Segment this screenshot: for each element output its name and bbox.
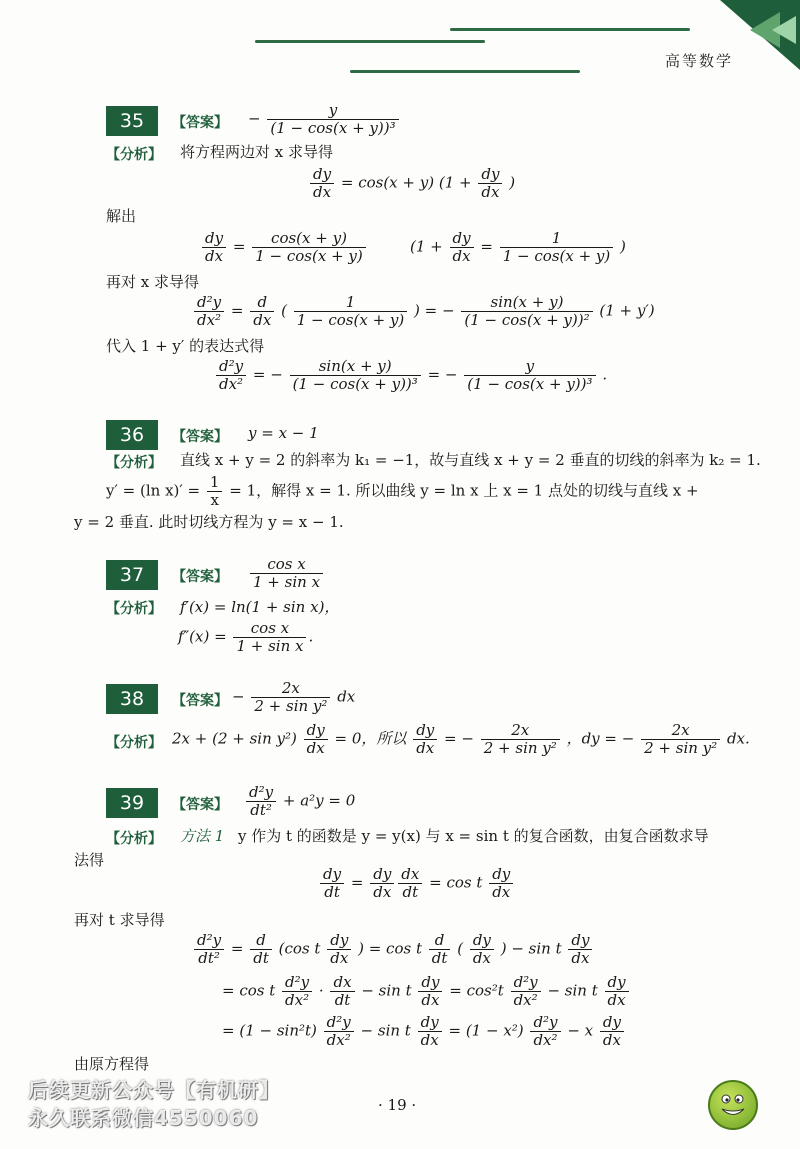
- problem-37-line-2: f″(x) = $\frac{\text{cos x}}{\text{1 + sin x}}$ .: [178, 619, 314, 655]
- problem-39-line-2: 法得: [74, 851, 105, 869]
- watermark-line-2: 永久联系微信4550060: [28, 1106, 259, 1130]
- problem-36-line-1: 直线 x + y = 2 的斜率为 k₁ = −1，故与直线 x + y = 2 垂直的切线的斜率为 k₂ = 1.: [180, 451, 761, 469]
- problem-39-answer: $\frac{\text{d²y}}{\text{dt²}}$ + a²y = 0: [244, 784, 355, 819]
- problem-39-line-4: 由原方程得: [74, 1055, 150, 1073]
- problem-35-eq-4: $\frac{\text{d²y}}{\text{dx²}}$ = − $\frac{\sin(x + y)}{\text{(1 − cos(x + y))³}}$ = − $\frac{y}{\text{(1 − cos(x + y))³}}$ .: [214, 358, 607, 393]
- problem-36-answer-tag: 【答案】: [172, 429, 228, 445]
- problem-38-analysis-tag: 【分析】: [106, 735, 162, 751]
- problem-37-number: 37: [106, 560, 158, 590]
- problem-39-method-label: 方法 1: [180, 827, 225, 845]
- problem-37-answer-tag: 【答案】: [172, 569, 228, 585]
- problem-37-answer: $\frac{\text{cos x}}{\text{1 + sin x}}$: [248, 556, 325, 591]
- problem-38-line-1: 2x + (2 + sin y²) $\frac{dy}{dx}$ = 0，所以 $\frac{dy}{dx}$ = − $\frac{2x}{\text{2 + sin y²}}$ ，dy = − $\frac{2x}{\text{2 + sin y²}}$ dx.: [172, 721, 750, 757]
- watermark-line-1: 后续更新公众号【有机研】: [28, 1078, 280, 1102]
- problem-37-line-1: f′(x) = ln(1 + sin x)，: [180, 598, 340, 616]
- problem-39-eq-3: = cos t $\frac{\text{d²y}}{\text{dx²}}$ · $\frac{dx}{dt}$ − sin t $\frac{dy}{dx}$ = cos²t $\frac{\text{d²y}}{\text{dx²}}$ − sin t $\frac{dy}{dx}$: [222, 974, 631, 1009]
- problem-39-analysis-tag: 【分析】: [106, 831, 162, 847]
- problem-36-answer: y = x − 1: [248, 424, 319, 442]
- problem-36-line-3: y = 2 垂直. 此时切线方程为 y = x − 1.: [74, 513, 344, 531]
- problem-39-line-1: y 作为 t 的函数是 y = y(x) 与 x = sin t 的复合函数，由复合函数求导: [238, 827, 709, 845]
- problem-36-number: 36: [106, 420, 158, 450]
- problem-35-answer: − $\frac{y}{\text{(1 − cos(x + y))³}}$: [248, 102, 401, 137]
- smiley-mascot-icon: [708, 1080, 758, 1130]
- problem-35-line-4: 代入 1 + y′ 的表达式得: [106, 337, 265, 355]
- problem-38-number: 38: [106, 684, 158, 714]
- problem-39-line-3: 再对 t 求导得: [74, 911, 165, 929]
- page-number: · 19 ·: [378, 1096, 417, 1114]
- problem-38-answer: − $\frac{2x}{\text{2 + sin y²}}$ dx: [232, 679, 356, 715]
- problem-35-analysis-tag: 【分析】: [106, 147, 162, 163]
- header-rule-1: [255, 40, 485, 43]
- problem-38-answer-tag: 【答案】: [172, 693, 228, 709]
- problem-35-number: 35: [106, 106, 158, 136]
- header-rule-2: [450, 28, 690, 31]
- problem-36-analysis-tag: 【分析】: [106, 455, 162, 471]
- problem-39-answer-tag: 【答案】: [172, 797, 228, 813]
- problem-39-number: 39: [106, 788, 158, 818]
- problem-39-eq-4: = (1 − sin²t) $\frac{\text{d²y}}{\text{dx²}}$ − sin t $\frac{dy}{dx}$ = (1 − x²) $\frac{\text{d²y}}{\text{dx²}}$ − x $\frac{dy}{dx}$: [222, 1014, 626, 1049]
- problem-35-eq-2b: (1 + $\frac{dy}{dx}$ = $\frac{1}{1 - \cos(x + y)}$ ): [410, 229, 626, 265]
- problem-35-line-3: 再对 x 求导得: [106, 273, 199, 291]
- problem-35-line-1: 将方程两边对 x 求导得: [180, 143, 333, 161]
- problem-39-eq-2: $\frac{\text{d²y}}{\text{dt²}}$ = $\frac{d}{dt}$ (cos t $\frac{dy}{dx}$ ) = cos t $\frac{d}{dt}$ ( $\frac{dy}{dx}$ ) − sin t $\frac{dy}{dx}$: [192, 932, 594, 967]
- problem-37-analysis-tag: 【分析】: [106, 601, 162, 617]
- problem-35-eq-1: $\frac{dy}{dx}$ = cos(x + y) (1 + $\frac{dy}{dx}$ ): [308, 166, 515, 201]
- problem-39-eq-1: $\frac{dy}{dt}$ = $\frac{dy}{dx}$ $\frac{dx}{dt}$ = cos t $\frac{dy}{dx}$: [318, 866, 515, 901]
- problem-35-answer-tag: 【答案】: [172, 115, 228, 131]
- problem-35-eq-3: $\frac{\text{d²y}}{\text{dx²}}$ = $\frac{d}{dx}$ ( $\frac{1}{1 - \cos(x + y)}$ ) = − $\frac{\sin(x + y)}{\text{(1 − cos(x + y))²}}$ (1 + y′): [192, 294, 655, 329]
- problem-35-eq-2a: $\frac{dy}{dx}$ = $\frac{\cos(x + y)}{1 - \cos(x + y)}$: [200, 230, 368, 265]
- problem-36-line-2: y′ = (ln x)′ = $\frac{1}{x}$ = 1，解得 x = 1. 所以曲线 y = ln x 上 x = 1 点处的切线与直线 x +: [106, 473, 699, 509]
- header-rule-3: [350, 70, 580, 73]
- header-title: 高等数学: [665, 52, 734, 70]
- problem-35-line-2: 解出: [106, 207, 137, 225]
